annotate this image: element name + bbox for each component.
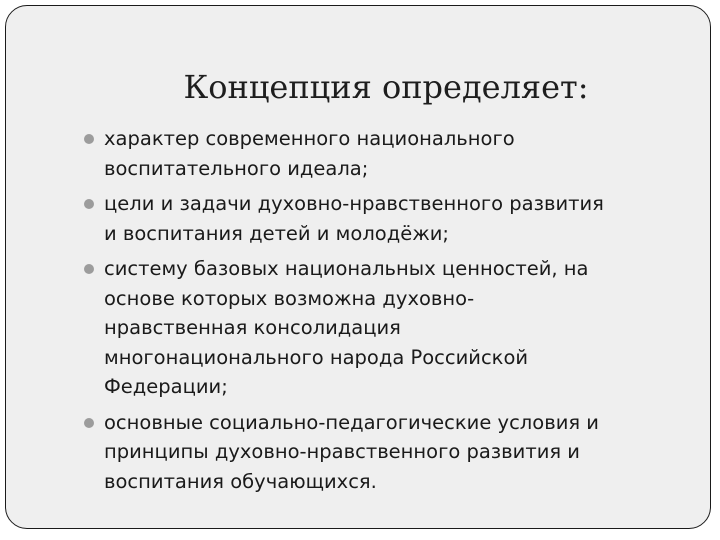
- list-item-line: воспитательного идеала;: [104, 156, 369, 180]
- list-item-line: принципы духовно-нравственного развития и: [104, 440, 580, 463]
- list-item: [84, 189, 704, 248]
- list-item-line: воспитания обучающихся.: [104, 469, 377, 493]
- bullet-list: [84, 124, 704, 502]
- list-item-line: нравственная консолидация: [104, 316, 401, 339]
- bullet-dot-icon: [84, 264, 94, 274]
- list-item: [84, 124, 704, 183]
- bullet-dot-icon: [84, 418, 94, 428]
- list-item: [84, 408, 704, 497]
- list-item: [84, 254, 704, 402]
- list-item-line: основе которых возможна духовно-: [104, 286, 475, 310]
- bullet-dot-icon: [84, 134, 94, 144]
- list-item-line: Федерации;: [104, 375, 228, 398]
- list-item-line: многонационального народа Российской: [104, 345, 529, 369]
- list-item-line: систему базовых национальных ценностей, на: [104, 257, 589, 280]
- list-item-line: основные социально-педагогические условия и: [104, 410, 599, 434]
- bullet-dot-icon: [84, 199, 94, 209]
- list-item-line: цели и задачи духовно-нравственного развития: [104, 192, 604, 215]
- slide-title: Концепция определяет:: [183, 68, 589, 106]
- list-item-line: характер современного национального: [104, 127, 515, 150]
- slide-frame: [5, 5, 711, 529]
- list-item-line: и воспитания детей и молодёжи;: [104, 221, 450, 245]
